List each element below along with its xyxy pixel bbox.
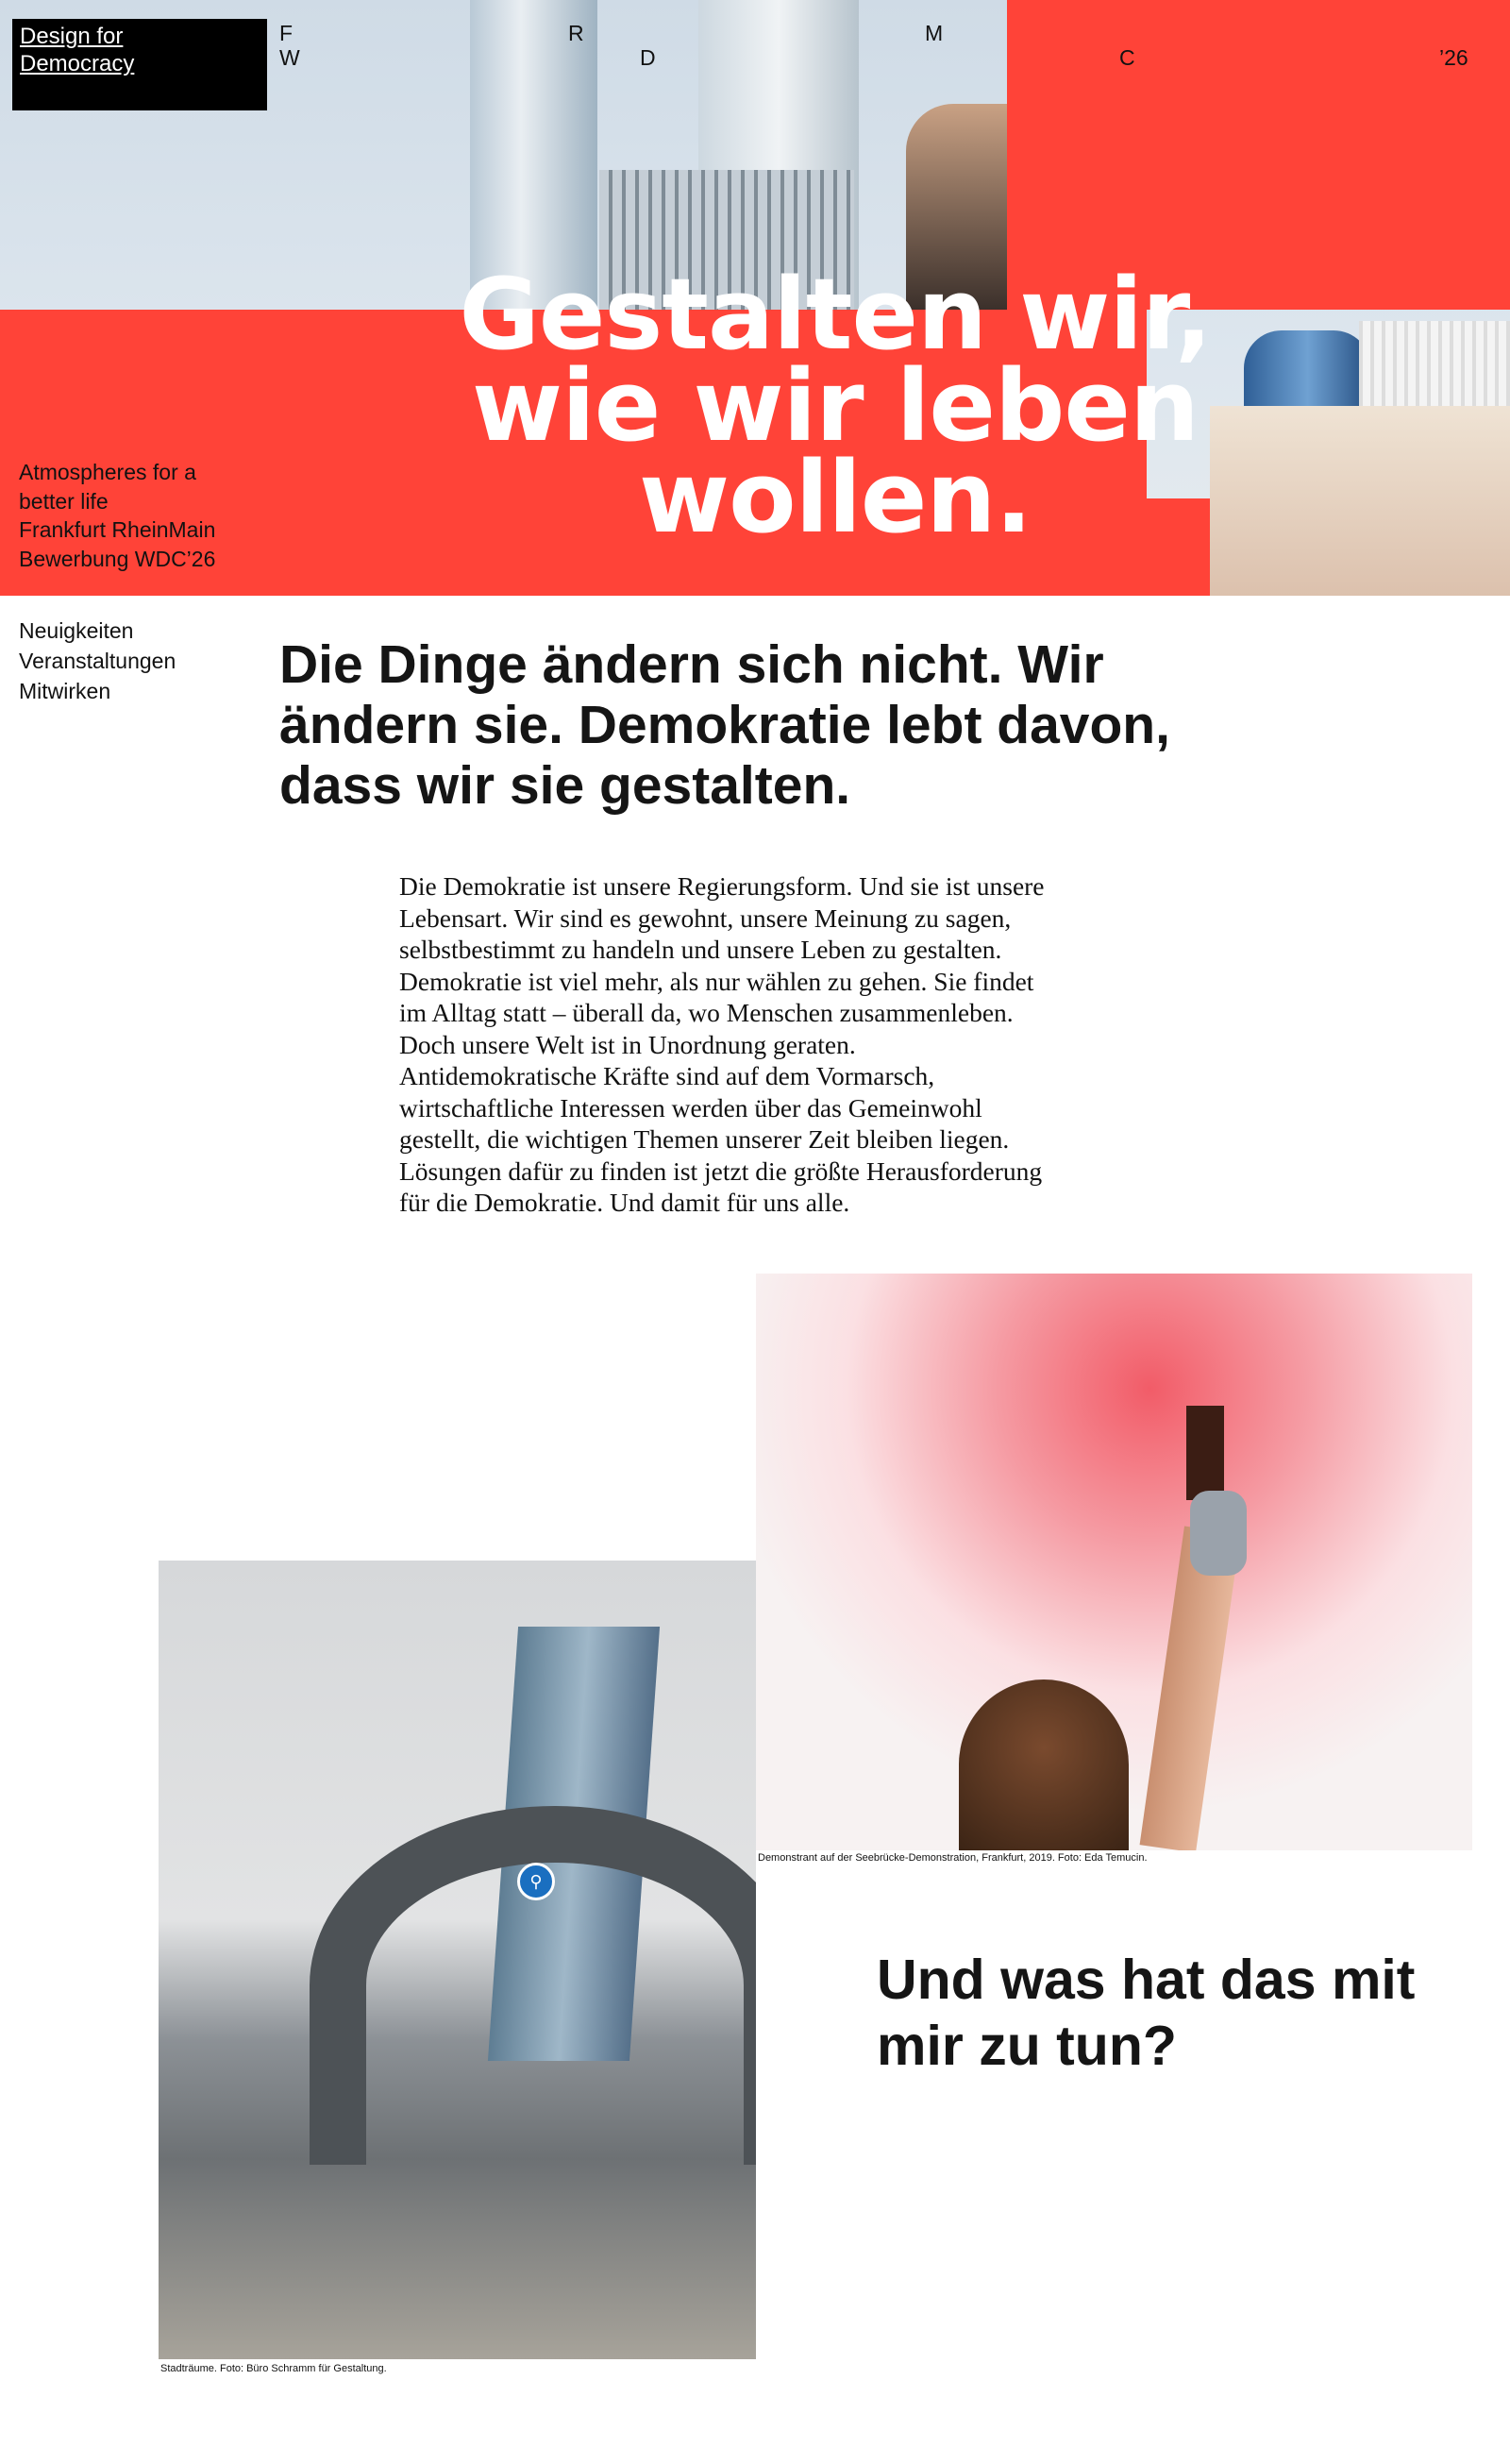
- paragraph-line: für die Demokratie. Und damit für uns alle.: [399, 1188, 850, 1217]
- headline-line: wollen.: [639, 440, 1032, 555]
- header-letter: C: [1119, 45, 1135, 70]
- paragraph-line: Demokratie ist viel mehr, als nur wählen zu gehen. Sie findet: [399, 966, 1034, 996]
- nav-item-neuigkeiten[interactable]: Neuigkeiten: [19, 618, 134, 643]
- bridge-photo: [159, 1561, 756, 2359]
- heading-line: Die Dinge ändern sich nicht. Wir: [279, 634, 1104, 695]
- section-heading: [877, 1947, 1415, 2079]
- paragraph-line: Doch unsere Welt ist in Unordnung geraten.: [399, 1029, 856, 1059]
- demonstration-photo: [756, 1274, 1472, 1850]
- logo-link[interactable]: [12, 19, 267, 110]
- logo-line: Democracy: [20, 51, 135, 76]
- paragraph-line: Antidemokratische Kräfte sind auf dem Vormarsch,: [399, 1061, 935, 1090]
- header-letter: M: [925, 21, 944, 45]
- bridge-arch: [310, 1806, 756, 2165]
- heading-line: mir zu tun?: [877, 2015, 1177, 2077]
- paragraph-line: gestellt, die wichtigen Themen unserer Zeit bleiben liegen.: [399, 1124, 1010, 1154]
- intro-paragraph: [399, 870, 1135, 1219]
- headline-line: Gestalten wir,: [459, 257, 1212, 372]
- heading-line: Und was hat das mit: [877, 1949, 1416, 2011]
- tagline-line: Bewerbung WDC’26: [19, 546, 216, 571]
- hero-headline: [453, 257, 1217, 555]
- tagline-line: better life: [19, 488, 109, 514]
- logo-line: Design for: [20, 24, 124, 49]
- paragraph-line: wirtschaftliche Interessen werden über das Gemeinwohl: [399, 1092, 982, 1122]
- hero-tagline: [19, 458, 215, 573]
- house: [1210, 406, 1510, 596]
- heading-line: dass wir sie gestalten.: [279, 755, 851, 816]
- paragraph-line: selbstbestimmt zu handeln und unsere Leben zu gestalten.: [399, 935, 1002, 964]
- intro-heading: [279, 634, 1170, 816]
- header-letter: R: [568, 21, 584, 45]
- paragraph-line: Lösungen dafür zu finden ist jetzt die größte Herausforderung: [399, 1156, 1043, 1186]
- paragraph-line: Lebensart. Wir sind es gewohnt, unsere Meinung zu sagen,: [399, 903, 1012, 933]
- nav-item-veranstaltungen[interactable]: Veranstaltungen: [19, 649, 176, 673]
- glove: [1190, 1491, 1247, 1576]
- header-letter: D: [640, 45, 656, 70]
- heading-line: ändern sie. Demokratie lebt davon,: [279, 695, 1170, 755]
- tagline-line: Frankfurt RheinMain: [19, 517, 216, 542]
- photo-caption: Stadträume. Foto: Büro Schramm für Gestaltung.: [160, 2363, 387, 2374]
- bicycle-sign-icon: ⚲: [517, 1863, 555, 1900]
- tagline-line: Atmospheres for a: [19, 460, 196, 484]
- main-nav: [19, 616, 176, 706]
- header-letter: ’26: [1439, 45, 1468, 70]
- header-letter: W: [279, 45, 300, 70]
- nav-item-mitwirken[interactable]: Mitwirken: [19, 679, 111, 703]
- photo-caption: Demonstrant auf der Seebrücke-Demonstration, Frankfurt, 2019. Foto: Eda Temucin.: [758, 1852, 1148, 1864]
- headline-line: wie wir leben: [472, 348, 1199, 464]
- header-letter: F: [279, 21, 294, 45]
- paragraph-line: im Alltag statt – überall da, wo Menschen zusammenleben.: [399, 998, 1014, 1027]
- balcony: [1359, 321, 1510, 415]
- paragraph-line: Die Demokratie ist unsere Regierungsform. Und sie ist unsere: [399, 871, 1045, 901]
- smoke-flare: [1186, 1406, 1224, 1500]
- demonstrator-head: [959, 1679, 1129, 1850]
